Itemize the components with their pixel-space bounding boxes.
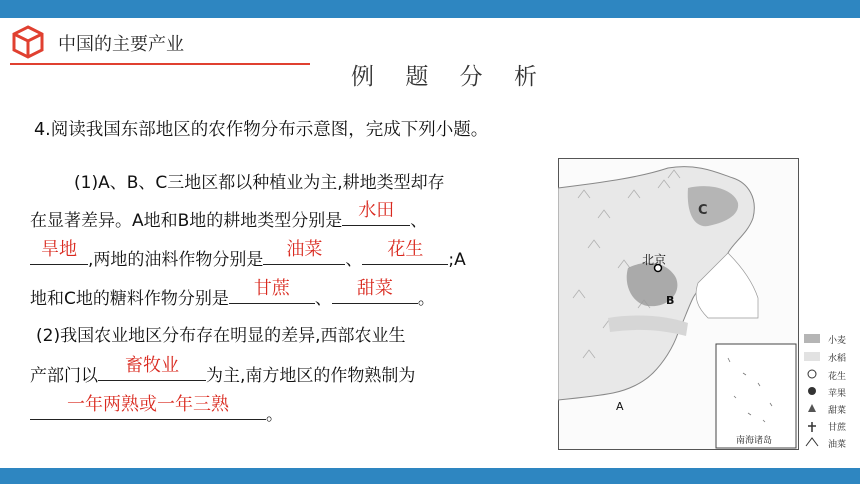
map-label-a: A (616, 400, 624, 413)
map-legend (804, 334, 847, 450)
answer-4: 花生 (387, 239, 424, 260)
svg-text:油菜: 油菜 (828, 440, 847, 450)
answer-2: 旱地 (41, 239, 77, 260)
p1-line3-text: ,两地的油料作物分别是 (88, 250, 264, 270)
map-label-b: B (666, 294, 675, 307)
svg-text:甘蔗: 甘蔗 (828, 423, 847, 433)
p1-line4-text: 地和C地的糖料作物分别是 (30, 289, 229, 309)
answer-5: 甘蔗 (253, 278, 290, 299)
p1-line2-sep: 、 (410, 211, 428, 231)
section-title: 中国的主要产业 (58, 34, 184, 55)
svg-text:水稻: 水稻 (828, 354, 847, 364)
p1-line4-sep: 、 (314, 289, 332, 309)
page-heading: 例 题 分 析 (351, 64, 549, 90)
p1-line4-end: 。 (417, 289, 435, 309)
map-label-c: C (698, 203, 708, 218)
p1-line2-text: 在显著差异。A地和B地的耕地类型分别是 (30, 211, 343, 231)
p2-line2-end: 为主,南方地区的作物熟制为 (206, 366, 416, 386)
top-banner (0, 0, 860, 18)
map-city-label: 北京 (642, 253, 667, 267)
answer-3: 油菜 (286, 239, 323, 260)
p1-line1-text: (1)A、B、C三地区都以种植业为主,耕地类型却存 (74, 173, 445, 193)
crop-distribution-map (558, 158, 860, 450)
answer-blank-7 (98, 355, 206, 381)
svg-text:苹果: 苹果 (828, 389, 847, 399)
answer-blank-2 (30, 239, 88, 265)
answer-6: 甜菜 (356, 278, 393, 299)
p2-line1-text: (2)我国农业地区分布存在明显的差异,西部农业生 (36, 326, 406, 346)
answer-7: 畜牧业 (125, 355, 179, 376)
answer-blank-8 (30, 394, 266, 420)
bottom-banner (0, 468, 860, 484)
answer-blank-4 (362, 239, 448, 265)
cube-logo-icon (10, 24, 46, 60)
p2-line3 (30, 394, 283, 425)
svg-text:花生: 花生 (828, 372, 847, 382)
answer-1: 水田 (358, 200, 395, 221)
answer-blank-3 (263, 239, 345, 265)
map-inset-label: 南海诸岛 (736, 436, 773, 446)
svg-text:甜菜: 甜菜 (828, 406, 847, 416)
p1-line3-sep: 、 (345, 250, 363, 270)
p2-line2 (30, 355, 416, 386)
answer-8: 一年两熟或一年三熟 (67, 394, 229, 415)
answer-blank-5 (229, 278, 315, 304)
svg-text:小麦: 小麦 (828, 336, 847, 346)
header-divider (10, 63, 310, 65)
p2-line3-end: 。 (266, 405, 283, 425)
p1-line1 (74, 168, 445, 193)
p1-line4 (30, 278, 435, 309)
p1-line3-end: ;A (448, 250, 466, 270)
question-stem: 4.阅读我国东部地区的农作物分布示意图，完成下列小题。 (34, 120, 489, 140)
answer-blank-1 (342, 200, 410, 226)
p2-line2-text: 产部门以 (30, 366, 98, 386)
p2-line1 (36, 321, 405, 346)
p1-line3 (30, 239, 466, 270)
answer-blank-6 (332, 278, 418, 304)
p1-line2 (30, 200, 428, 231)
